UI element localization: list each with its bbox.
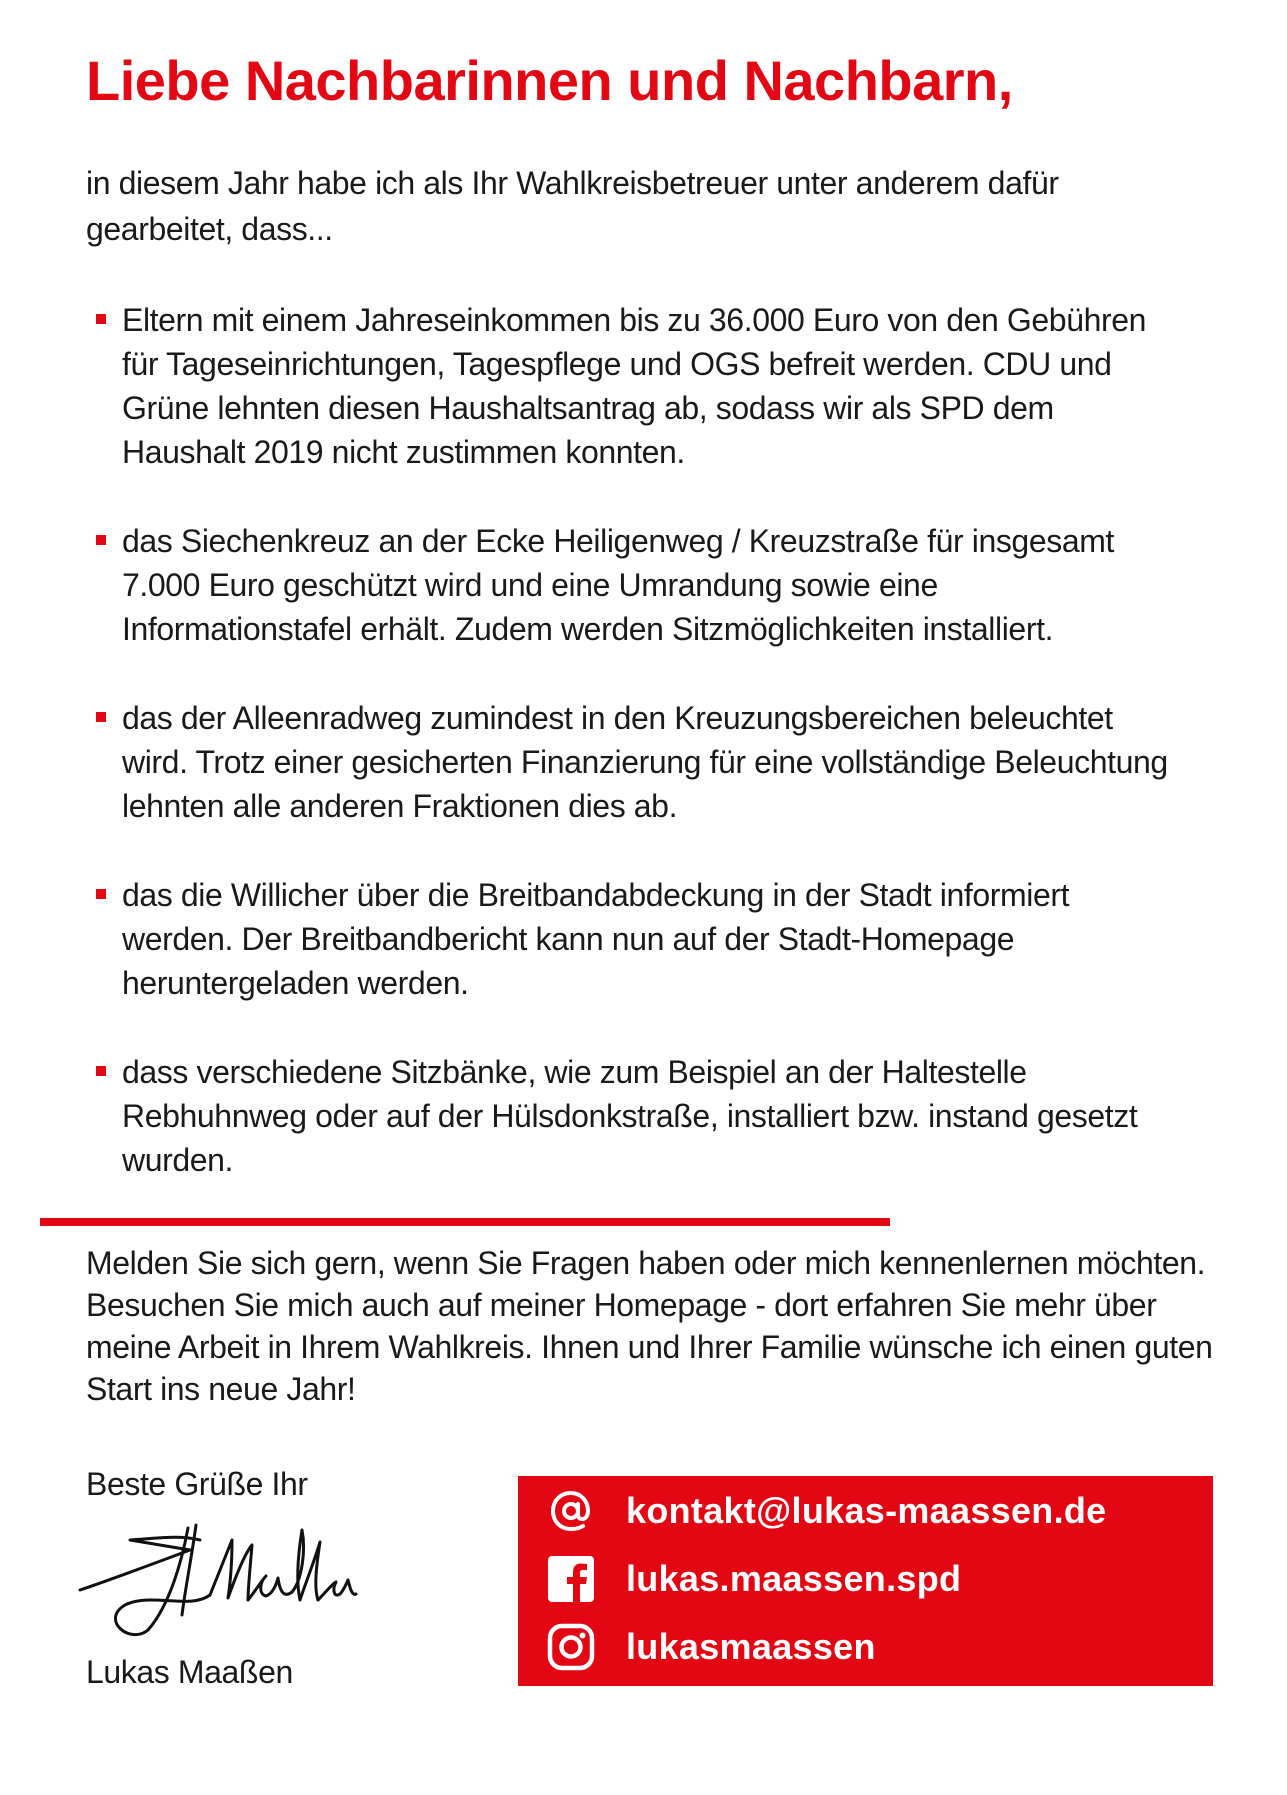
- signature-image: [70, 1510, 360, 1650]
- greeting: Beste Grüße Ihr: [86, 1466, 308, 1502]
- contact-box: [518, 1476, 1213, 1686]
- red-divider: [40, 1218, 890, 1226]
- list-item: [96, 298, 1176, 474]
- list-item: [96, 696, 1176, 828]
- contact-facebook-row[interactable]: [544, 1552, 961, 1606]
- headline: Liebe Nachbarinnen und Nachbarn,: [86, 49, 1013, 112]
- list-item: [96, 519, 1176, 651]
- bullet-square-icon: [96, 712, 106, 722]
- bullet-square-icon: [96, 314, 106, 324]
- intro-text: in diesem Jahr habe ich als Ihr Wahlkreisbetreuer unter anderem dafür gearbeitet, dass...: [86, 165, 1059, 247]
- at-sign-icon: [544, 1484, 598, 1538]
- closing-text: Melden Sie sich gern, wenn Sie Fragen haben oder mich kennenlernen möchten. Besuchen Sie mich auch auf meiner Homepage - dort erfahren Sie mehr über meine Arbeit in Ihrem Wahlkreis. Ihnen und Ihrer Familie wünsche ich einen guten Start ins neue Jahr!: [86, 1245, 1213, 1407]
- bullet-square-icon: [96, 535, 106, 545]
- contact-email: kontakt@lukas-maassen.de: [626, 1490, 1107, 1531]
- list-item: [96, 873, 1176, 1005]
- list-item: [96, 1050, 1176, 1182]
- list-item-text: das die Willicher über die Breitbandabdeckung in der Stadt informiert werden. Der Breitbandbericht kann nun auf der Stadt-Homepage heruntergeladen werden.: [122, 877, 1070, 1001]
- contact-email-row[interactable]: [544, 1484, 1107, 1538]
- bullet-square-icon: [96, 889, 106, 899]
- list-item-text: das der Alleenradweg zumindest in den Kreuzungsbereichen beleuchtet wird. Trotz einer gesicherten Finanzierung für eine vollständige Beleuchtung lehnten alle anderen Fraktionen dies ab.: [122, 700, 1168, 824]
- contact-instagram-row[interactable]: [544, 1620, 876, 1674]
- bullet-square-icon: [96, 1066, 106, 1076]
- list-item-text: dass verschiedene Sitzbänke, wie zum Beispiel an der Haltestelle Rebhuhnweg oder auf der Hülsdonkstraße, installiert bzw. instand gesetzt wurden.: [122, 1054, 1138, 1178]
- achievements-list: [96, 298, 1176, 1227]
- list-item-text: Eltern mit einem Jahreseinkommen bis zu 36.000 Euro von den Gebühren für Tageseinrichtungen, Tagespflege und OGS befreit werden. CDU und Grüne lehnten diesen Haushaltsantrag ab, sodass wir als SPD dem Haushalt 2019 nicht zustimmen konnten.: [122, 302, 1147, 470]
- signer-name: Lukas Maaßen: [86, 1654, 293, 1690]
- contact-instagram: lukasmaassen: [626, 1626, 876, 1667]
- instagram-icon: [544, 1620, 598, 1674]
- facebook-icon: [544, 1552, 598, 1606]
- list-item-text: das Siechenkreuz an der Ecke Heiligenweg / Kreuzstraße für insgesamt 7.000 Euro geschützt wird und eine Umrandung sowie eine Informationstafel erhält. Zudem werden Sitzmöglichkeiten installiert.: [122, 523, 1114, 647]
- contact-facebook: lukas.maassen.spd: [626, 1558, 962, 1599]
